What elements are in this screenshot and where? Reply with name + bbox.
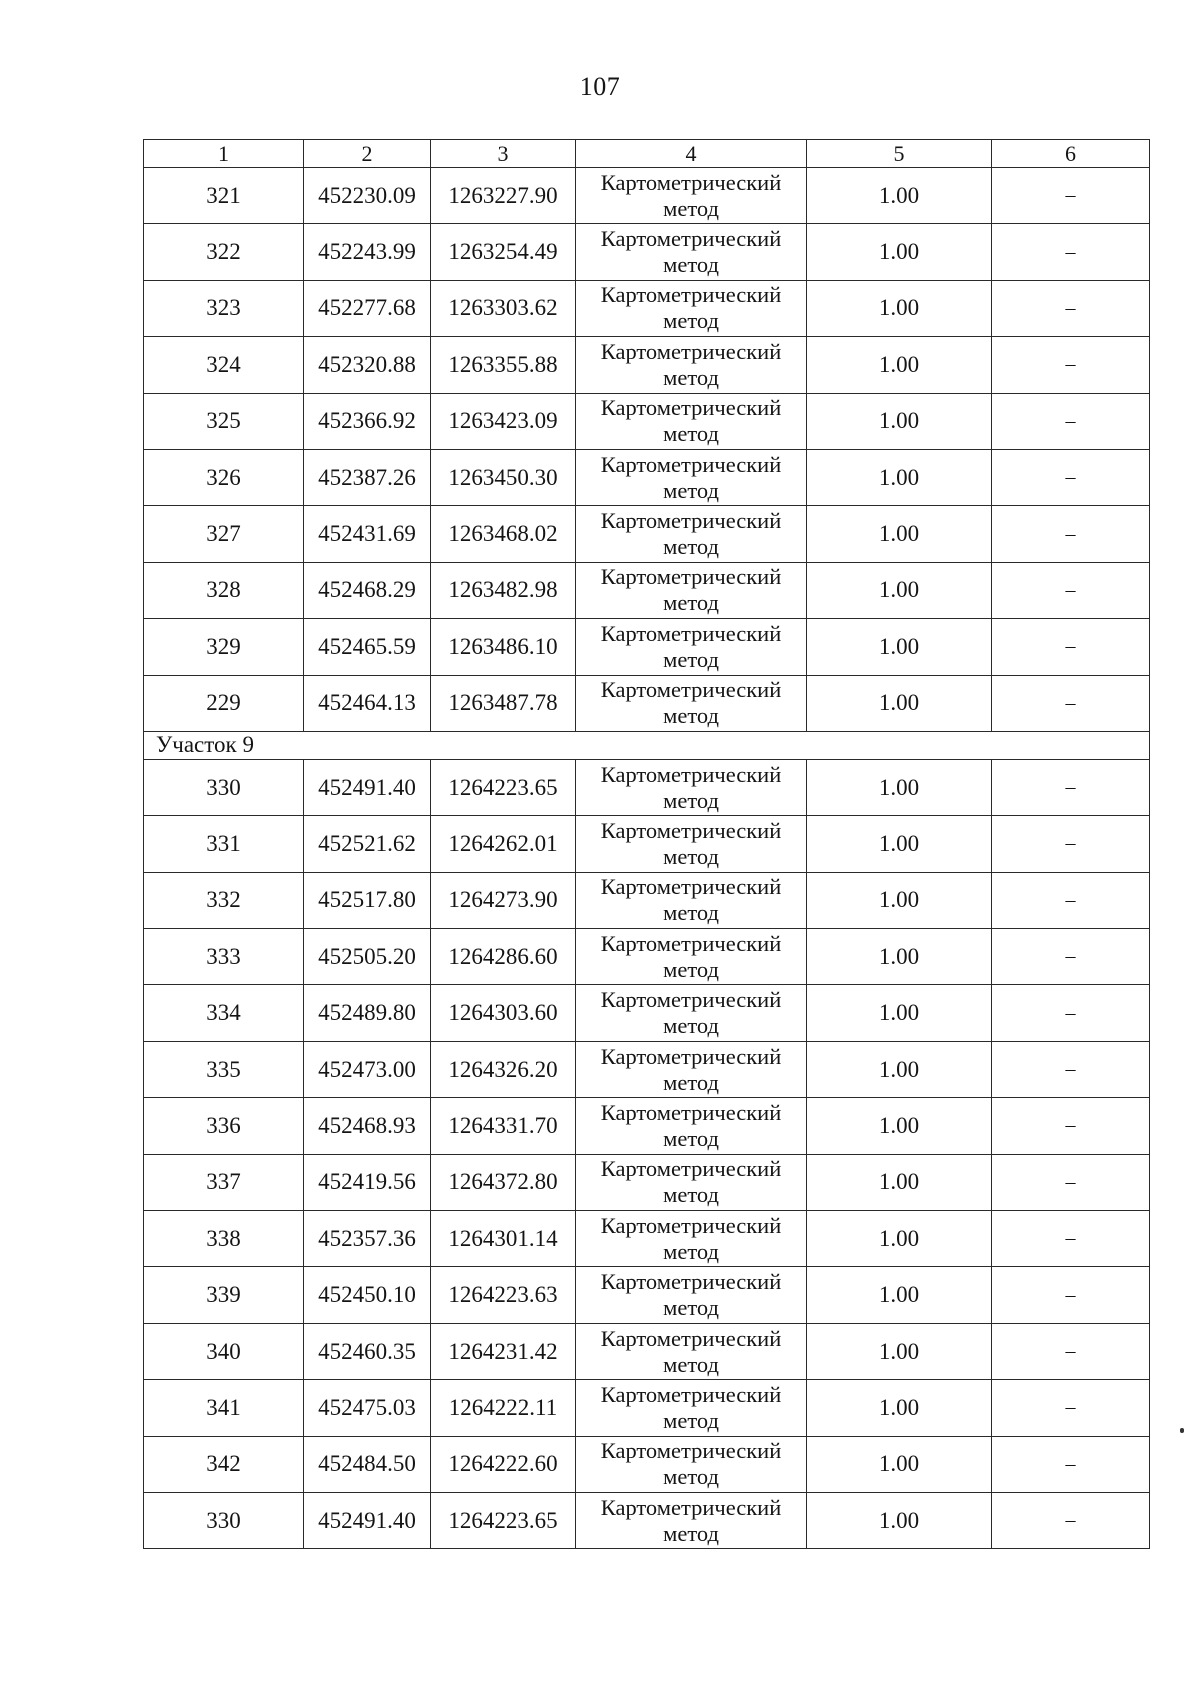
accuracy-cell: 1.00 (807, 1041, 992, 1097)
y-coordinate-cell: 1263450.30 (431, 449, 576, 505)
method-cell (576, 1098, 807, 1154)
y-coordinate-cell: 1264222.11 (431, 1380, 576, 1436)
accuracy-cell: 1.00 (807, 872, 992, 928)
table-row (144, 619, 1150, 675)
method-cell (576, 1154, 807, 1210)
note-cell: – (992, 816, 1150, 872)
table-row (144, 759, 1150, 815)
accuracy-cell: 1.00 (807, 393, 992, 449)
method-cell (576, 929, 807, 985)
method-cell (576, 1380, 807, 1436)
note-cell: – (992, 619, 1150, 675)
method-cell (576, 1041, 807, 1097)
x-coordinate-cell: 452419.56 (304, 1154, 431, 1210)
table-row (144, 337, 1150, 393)
point-number-cell: 333 (144, 929, 304, 985)
note-cell: – (992, 1323, 1150, 1379)
x-coordinate-cell: 452366.92 (304, 393, 431, 449)
method-line: Картометрический (600, 564, 782, 590)
point-number-cell: 331 (144, 816, 304, 872)
y-coordinate-cell: 1263482.98 (431, 562, 576, 618)
method-line: метод (663, 1238, 719, 1264)
point-number-cell: 340 (144, 1323, 304, 1379)
section-row (144, 731, 1150, 759)
point-number-cell: 329 (144, 619, 304, 675)
x-coordinate-cell: 452468.29 (304, 562, 431, 618)
method-line: Картометрический (600, 987, 782, 1013)
note-cell: – (992, 1154, 1150, 1210)
y-coordinate-cell: 1264223.65 (431, 759, 576, 815)
method-line: Картометрический (600, 930, 782, 956)
table-row (144, 1041, 1150, 1097)
y-coordinate-cell: 1264223.63 (431, 1267, 576, 1323)
method-line: метод (663, 703, 719, 729)
method-line: Картометрический (600, 817, 782, 843)
note-cell: – (992, 1492, 1150, 1548)
point-number-cell: 326 (144, 449, 304, 505)
method-line: метод (663, 787, 719, 813)
table-row (144, 675, 1150, 731)
method-cell (576, 816, 807, 872)
method-line: Картометрический (600, 508, 782, 534)
accuracy-cell: 1.00 (807, 224, 992, 280)
method-line: Картометрический (600, 451, 782, 477)
x-coordinate-cell: 452475.03 (304, 1380, 431, 1436)
point-number-cell: 337 (144, 1154, 304, 1210)
accuracy-cell: 1.00 (807, 1323, 992, 1379)
accuracy-cell: 1.00 (807, 1436, 992, 1492)
y-coordinate-cell: 1264273.90 (431, 872, 576, 928)
accuracy-cell: 1.00 (807, 985, 992, 1041)
method-line: метод (663, 1295, 719, 1321)
column-header: 1 (144, 140, 304, 168)
table-row (144, 280, 1150, 336)
note-cell: – (992, 985, 1150, 1041)
note-cell: – (992, 449, 1150, 505)
accuracy-cell: 1.00 (807, 816, 992, 872)
x-coordinate-cell: 452464.13 (304, 675, 431, 731)
x-coordinate-cell: 452243.99 (304, 224, 431, 280)
accuracy-cell: 1.00 (807, 1098, 992, 1154)
point-number-cell: 332 (144, 872, 304, 928)
table-row (144, 1154, 1150, 1210)
table-row (144, 393, 1150, 449)
note-cell: – (992, 1098, 1150, 1154)
method-line: Картометрический (600, 1156, 782, 1182)
point-number-cell: 330 (144, 1492, 304, 1548)
table-row (144, 1492, 1150, 1548)
x-coordinate-cell: 452491.40 (304, 759, 431, 815)
method-line: Картометрический (600, 874, 782, 900)
note-cell: – (992, 337, 1150, 393)
accuracy-cell: 1.00 (807, 337, 992, 393)
method-line: Картометрический (600, 226, 782, 252)
x-coordinate-cell: 452431.69 (304, 506, 431, 562)
method-line: метод (663, 956, 719, 982)
accuracy-cell: 1.00 (807, 562, 992, 618)
method-line: Картометрический (600, 1381, 782, 1407)
note-cell: – (992, 1436, 1150, 1492)
y-coordinate-cell: 1264262.01 (431, 816, 576, 872)
method-cell (576, 985, 807, 1041)
y-coordinate-cell: 1263486.10 (431, 619, 576, 675)
column-header: 6 (992, 140, 1150, 168)
x-coordinate-cell: 452460.35 (304, 1323, 431, 1379)
method-line: метод (663, 195, 719, 221)
y-coordinate-cell: 1264231.42 (431, 1323, 576, 1379)
x-coordinate-cell: 452489.80 (304, 985, 431, 1041)
point-number-cell: 336 (144, 1098, 304, 1154)
accuracy-cell: 1.00 (807, 1492, 992, 1548)
accuracy-cell: 1.00 (807, 1154, 992, 1210)
note-cell: – (992, 1041, 1150, 1097)
method-line: метод (663, 590, 719, 616)
method-cell (576, 224, 807, 280)
method-line: Картометрический (600, 1494, 782, 1520)
table-row (144, 449, 1150, 505)
section-label: Участок 9 (144, 731, 1150, 759)
note-cell: – (992, 224, 1150, 280)
table-row (144, 1098, 1150, 1154)
point-number-cell: 321 (144, 168, 304, 224)
x-coordinate-cell: 452521.62 (304, 816, 431, 872)
method-cell (576, 337, 807, 393)
column-header: 4 (576, 140, 807, 168)
accuracy-cell: 1.00 (807, 929, 992, 985)
y-coordinate-cell: 1263254.49 (431, 224, 576, 280)
method-line: Картометрический (600, 169, 782, 195)
method-cell (576, 675, 807, 731)
y-coordinate-cell: 1263303.62 (431, 280, 576, 336)
x-coordinate-cell: 452357.36 (304, 1211, 431, 1267)
point-number-cell: 334 (144, 985, 304, 1041)
table-header-row (144, 140, 1150, 168)
method-line: Картометрический (600, 1212, 782, 1238)
x-coordinate-cell: 452491.40 (304, 1492, 431, 1548)
y-coordinate-cell: 1264303.60 (431, 985, 576, 1041)
point-number-cell: 330 (144, 759, 304, 815)
table-row (144, 168, 1150, 224)
method-line: метод (663, 1182, 719, 1208)
x-coordinate-cell: 452320.88 (304, 337, 431, 393)
x-coordinate-cell: 452450.10 (304, 1267, 431, 1323)
column-header: 2 (304, 140, 431, 168)
note-cell: – (992, 872, 1150, 928)
x-coordinate-cell: 452473.00 (304, 1041, 431, 1097)
method-cell (576, 1323, 807, 1379)
method-line: Картометрический (600, 1099, 782, 1125)
y-coordinate-cell: 1263468.02 (431, 506, 576, 562)
method-line: Картометрический (600, 1325, 782, 1351)
y-coordinate-cell: 1263355.88 (431, 337, 576, 393)
method-line: метод (663, 252, 719, 278)
y-coordinate-cell: 1263487.78 (431, 675, 576, 731)
method-cell (576, 1211, 807, 1267)
note-cell: – (992, 1380, 1150, 1436)
point-number-cell: 323 (144, 280, 304, 336)
y-coordinate-cell: 1263227.90 (431, 168, 576, 224)
method-cell (576, 759, 807, 815)
note-cell: – (992, 1211, 1150, 1267)
point-number-cell: 338 (144, 1211, 304, 1267)
method-cell (576, 168, 807, 224)
y-coordinate-cell: 1264326.20 (431, 1041, 576, 1097)
method-line: метод (663, 1013, 719, 1039)
method-line: метод (663, 1069, 719, 1095)
accuracy-cell: 1.00 (807, 759, 992, 815)
x-coordinate-cell: 452517.80 (304, 872, 431, 928)
scan-speck (1180, 1428, 1184, 1433)
method-line: метод (663, 900, 719, 926)
point-number-cell: 324 (144, 337, 304, 393)
point-number-cell: 322 (144, 224, 304, 280)
note-cell: – (992, 506, 1150, 562)
x-coordinate-cell: 452230.09 (304, 168, 431, 224)
table-body (144, 168, 1150, 1549)
method-line: метод (663, 1407, 719, 1433)
method-line: метод (663, 364, 719, 390)
method-line: метод (663, 308, 719, 334)
point-number-cell: 339 (144, 1267, 304, 1323)
accuracy-cell: 1.00 (807, 506, 992, 562)
method-cell (576, 1492, 807, 1548)
method-line: Картометрический (600, 620, 782, 646)
x-coordinate-cell: 452468.93 (304, 1098, 431, 1154)
method-cell (576, 1267, 807, 1323)
column-header: 5 (807, 140, 992, 168)
note-cell: – (992, 759, 1150, 815)
y-coordinate-cell: 1264372.80 (431, 1154, 576, 1210)
table-row (144, 872, 1150, 928)
point-number-cell: 229 (144, 675, 304, 731)
note-cell: – (992, 393, 1150, 449)
accuracy-cell: 1.00 (807, 1211, 992, 1267)
column-header: 3 (431, 140, 576, 168)
table-row (144, 1323, 1150, 1379)
y-coordinate-cell: 1264222.60 (431, 1436, 576, 1492)
y-coordinate-cell: 1264286.60 (431, 929, 576, 985)
x-coordinate-cell: 452465.59 (304, 619, 431, 675)
method-cell (576, 562, 807, 618)
page-number: 107 (579, 72, 621, 101)
method-line: метод (663, 843, 719, 869)
note-cell: – (992, 280, 1150, 336)
note-cell: – (992, 675, 1150, 731)
note-cell: – (992, 929, 1150, 985)
method-cell (576, 393, 807, 449)
x-coordinate-cell: 452484.50 (304, 1436, 431, 1492)
accuracy-cell: 1.00 (807, 1267, 992, 1323)
y-coordinate-cell: 1264301.14 (431, 1211, 576, 1267)
method-line: метод (663, 1351, 719, 1377)
method-line: метод (663, 1520, 719, 1546)
method-line: Картометрический (600, 761, 782, 787)
method-line: метод (663, 477, 719, 503)
method-cell (576, 506, 807, 562)
y-coordinate-cell: 1264331.70 (431, 1098, 576, 1154)
coordinates-table (143, 139, 1150, 1549)
note-cell: – (992, 168, 1150, 224)
accuracy-cell: 1.00 (807, 449, 992, 505)
method-line: метод (663, 1125, 719, 1151)
method-cell (576, 449, 807, 505)
method-line: Картометрический (600, 395, 782, 421)
y-coordinate-cell: 1264223.65 (431, 1492, 576, 1548)
method-cell (576, 872, 807, 928)
point-number-cell: 335 (144, 1041, 304, 1097)
table-row (144, 816, 1150, 872)
accuracy-cell: 1.00 (807, 168, 992, 224)
table-row (144, 1211, 1150, 1267)
point-number-cell: 328 (144, 562, 304, 618)
x-coordinate-cell: 452387.26 (304, 449, 431, 505)
method-cell (576, 1436, 807, 1492)
method-line: метод (663, 1464, 719, 1490)
table-row (144, 506, 1150, 562)
table-row (144, 985, 1150, 1041)
method-cell (576, 280, 807, 336)
x-coordinate-cell: 452277.68 (304, 280, 431, 336)
point-number-cell: 327 (144, 506, 304, 562)
method-line: метод (663, 646, 719, 672)
accuracy-cell: 1.00 (807, 280, 992, 336)
method-line: Картометрический (600, 1269, 782, 1295)
method-line: метод (663, 534, 719, 560)
method-line: Картометрический (600, 1043, 782, 1069)
method-line: Картометрический (600, 1438, 782, 1464)
table-row (144, 1380, 1150, 1436)
note-cell: – (992, 562, 1150, 618)
method-line: Картометрический (600, 677, 782, 703)
point-number-cell: 341 (144, 1380, 304, 1436)
point-number-cell: 342 (144, 1436, 304, 1492)
method-line: метод (663, 421, 719, 447)
table-row (144, 224, 1150, 280)
accuracy-cell: 1.00 (807, 675, 992, 731)
point-number-cell: 325 (144, 393, 304, 449)
method-cell (576, 619, 807, 675)
method-line: Картометрический (600, 282, 782, 308)
table-row (144, 562, 1150, 618)
accuracy-cell: 1.00 (807, 1380, 992, 1436)
table-row (144, 929, 1150, 985)
y-coordinate-cell: 1263423.09 (431, 393, 576, 449)
method-line: Картометрический (600, 338, 782, 364)
table-row (144, 1436, 1150, 1492)
table-row (144, 1267, 1150, 1323)
note-cell: – (992, 1267, 1150, 1323)
accuracy-cell: 1.00 (807, 619, 992, 675)
x-coordinate-cell: 452505.20 (304, 929, 431, 985)
